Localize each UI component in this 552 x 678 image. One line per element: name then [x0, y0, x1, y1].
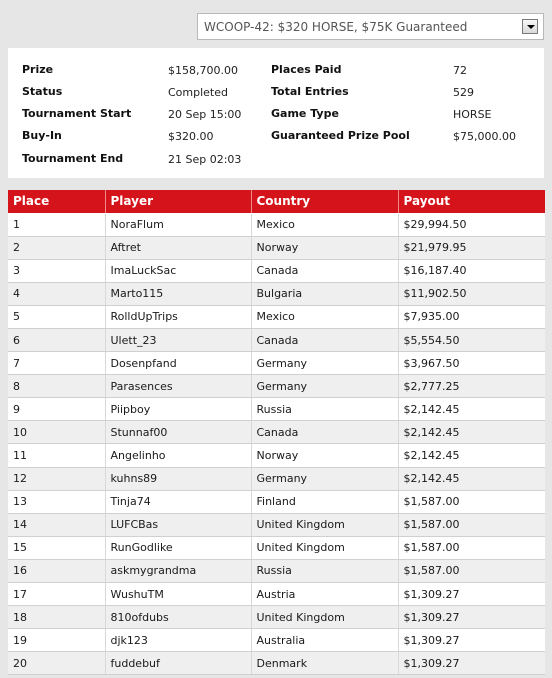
column-header-player[interactable]: Player	[105, 190, 251, 213]
column-header-payout[interactable]: Payout	[398, 190, 545, 213]
table-row[interactable]	[8, 606, 545, 629]
payout-cell: $2,142.45	[398, 421, 545, 444]
country-cell: Australia	[251, 629, 398, 652]
table-row[interactable]	[8, 559, 545, 582]
player-cell: Parasences	[105, 375, 251, 398]
country-cell: Denmark	[251, 652, 398, 675]
player-cell: LUFCBas	[105, 513, 251, 536]
player-cell: WushuTM	[105, 583, 251, 606]
country-cell: United Kingdom	[251, 513, 398, 536]
payout-cell: $1,309.27	[398, 606, 545, 629]
place-cell: 20	[8, 652, 105, 675]
place-cell: 11	[8, 444, 105, 467]
place-cell: 5	[8, 305, 105, 328]
player-cell: askmygrandma	[105, 559, 251, 582]
tournament-select[interactable]	[197, 13, 544, 40]
payout-cell: $11,902.50	[398, 282, 545, 305]
payout-cell: $21,979.95	[398, 236, 545, 259]
place-cell: 16	[8, 559, 105, 582]
player-cell: NoraFlum	[105, 213, 251, 236]
tournament-select-value: WCOOP-42: $320 HORSE, $75K Guaranteed	[204, 20, 468, 34]
table-row[interactable]	[8, 536, 545, 559]
table-row[interactable]	[8, 236, 545, 259]
start-value: 20 Sep 15:00	[168, 108, 242, 121]
prize-label: Prize	[22, 63, 54, 76]
game-type-value: HORSE	[453, 108, 492, 121]
table-row[interactable]	[8, 398, 545, 421]
player-cell: Stunnaf00	[105, 421, 251, 444]
column-header-place[interactable]: Place	[8, 190, 105, 213]
table-row[interactable]	[8, 444, 545, 467]
place-cell: 14	[8, 513, 105, 536]
results-body	[8, 213, 545, 675]
place-cell: 18	[8, 606, 105, 629]
payout-cell: $5,554.50	[398, 328, 545, 351]
dropdown-arrow-icon[interactable]	[522, 19, 538, 34]
place-cell: 12	[8, 467, 105, 490]
country-cell: Russia	[251, 559, 398, 582]
guaranteed-pool-label: Guaranteed Prize Pool	[271, 129, 410, 142]
table-row[interactable]	[8, 259, 545, 282]
status-value: Completed	[168, 86, 228, 99]
table-row[interactable]	[8, 375, 545, 398]
player-cell: kuhns89	[105, 467, 251, 490]
table-row[interactable]	[8, 513, 545, 536]
country-cell: Mexico	[251, 305, 398, 328]
payout-cell: $2,142.45	[398, 398, 545, 421]
column-header-country[interactable]: Country	[251, 190, 398, 213]
country-cell: Austria	[251, 583, 398, 606]
place-cell: 15	[8, 536, 105, 559]
player-cell: RunGodlike	[105, 536, 251, 559]
country-cell: United Kingdom	[251, 536, 398, 559]
country-cell: Canada	[251, 259, 398, 282]
table-row[interactable]	[8, 352, 545, 375]
places-paid-label: Places Paid	[271, 63, 342, 76]
country-cell: United Kingdom	[251, 606, 398, 629]
table-row[interactable]	[8, 421, 545, 444]
table-row[interactable]	[8, 305, 545, 328]
country-cell: Finland	[251, 490, 398, 513]
place-cell: 6	[8, 328, 105, 351]
player-cell: Dosenpfand	[105, 352, 251, 375]
place-cell: 9	[8, 398, 105, 421]
place-cell: 8	[8, 375, 105, 398]
place-cell: 13	[8, 490, 105, 513]
payout-cell: $1,309.27	[398, 629, 545, 652]
results-table	[8, 190, 545, 675]
table-row[interactable]	[8, 213, 545, 236]
player-cell: Aftret	[105, 236, 251, 259]
table-row[interactable]	[8, 282, 545, 305]
place-cell: 7	[8, 352, 105, 375]
payout-cell: $1,587.00	[398, 536, 545, 559]
tournament-info-panel	[8, 48, 544, 178]
country-cell: Russia	[251, 398, 398, 421]
country-cell: Germany	[251, 375, 398, 398]
player-cell: Marto115	[105, 282, 251, 305]
payout-cell: $1,309.27	[398, 652, 545, 675]
payout-cell: $2,142.45	[398, 467, 545, 490]
country-cell: Germany	[251, 352, 398, 375]
player-cell: fuddebuf	[105, 652, 251, 675]
end-label: Tournament End	[22, 152, 124, 165]
table-row[interactable]	[8, 490, 545, 513]
total-entries-value: 529	[453, 86, 474, 99]
table-row[interactable]	[8, 629, 545, 652]
payout-cell: $2,142.45	[398, 444, 545, 467]
country-cell: Norway	[251, 444, 398, 467]
end-value: 21 Sep 02:03	[168, 153, 242, 166]
payout-cell: $16,187.40	[398, 259, 545, 282]
player-cell: 810ofdubs	[105, 606, 251, 629]
player-cell: Tinja74	[105, 490, 251, 513]
guaranteed-pool-value: $75,000.00	[453, 130, 516, 143]
game-type-label: Game Type	[271, 107, 339, 120]
table-row[interactable]	[8, 583, 545, 606]
payout-cell: $1,587.00	[398, 490, 545, 513]
total-entries-label: Total Entries	[271, 85, 349, 98]
prize-value: $158,700.00	[168, 64, 238, 77]
payout-cell: $1,587.00	[398, 559, 545, 582]
results-header-row	[8, 190, 545, 213]
player-cell: Ulett_23	[105, 328, 251, 351]
country-cell: Mexico	[251, 213, 398, 236]
buyin-label: Buy-In	[22, 129, 62, 142]
buyin-value: $320.00	[168, 130, 214, 143]
country-cell: Canada	[251, 328, 398, 351]
table-row[interactable]	[8, 652, 545, 675]
payout-cell: $29,994.50	[398, 213, 545, 236]
place-cell: 4	[8, 282, 105, 305]
table-row[interactable]	[8, 467, 545, 490]
player-cell: djk123	[105, 629, 251, 652]
places-paid-value: 72	[453, 64, 467, 77]
player-cell: RolldUpTrips	[105, 305, 251, 328]
payout-cell: $2,777.25	[398, 375, 545, 398]
place-cell: 2	[8, 236, 105, 259]
place-cell: 1	[8, 213, 105, 236]
country-cell: Germany	[251, 467, 398, 490]
country-cell: Canada	[251, 421, 398, 444]
player-cell: Angelinho	[105, 444, 251, 467]
place-cell: 17	[8, 583, 105, 606]
player-cell: ImaLuckSac	[105, 259, 251, 282]
status-label: Status	[22, 85, 63, 98]
country-cell: Bulgaria	[251, 282, 398, 305]
start-label: Tournament Start	[22, 107, 132, 120]
table-row[interactable]	[8, 328, 545, 351]
payout-cell: $3,967.50	[398, 352, 545, 375]
place-cell: 10	[8, 421, 105, 444]
payout-cell: $1,587.00	[398, 513, 545, 536]
payout-cell: $7,935.00	[398, 305, 545, 328]
payout-cell: $1,309.27	[398, 583, 545, 606]
place-cell: 3	[8, 259, 105, 282]
country-cell: Norway	[251, 236, 398, 259]
place-cell: 19	[8, 629, 105, 652]
player-cell: Piipboy	[105, 398, 251, 421]
